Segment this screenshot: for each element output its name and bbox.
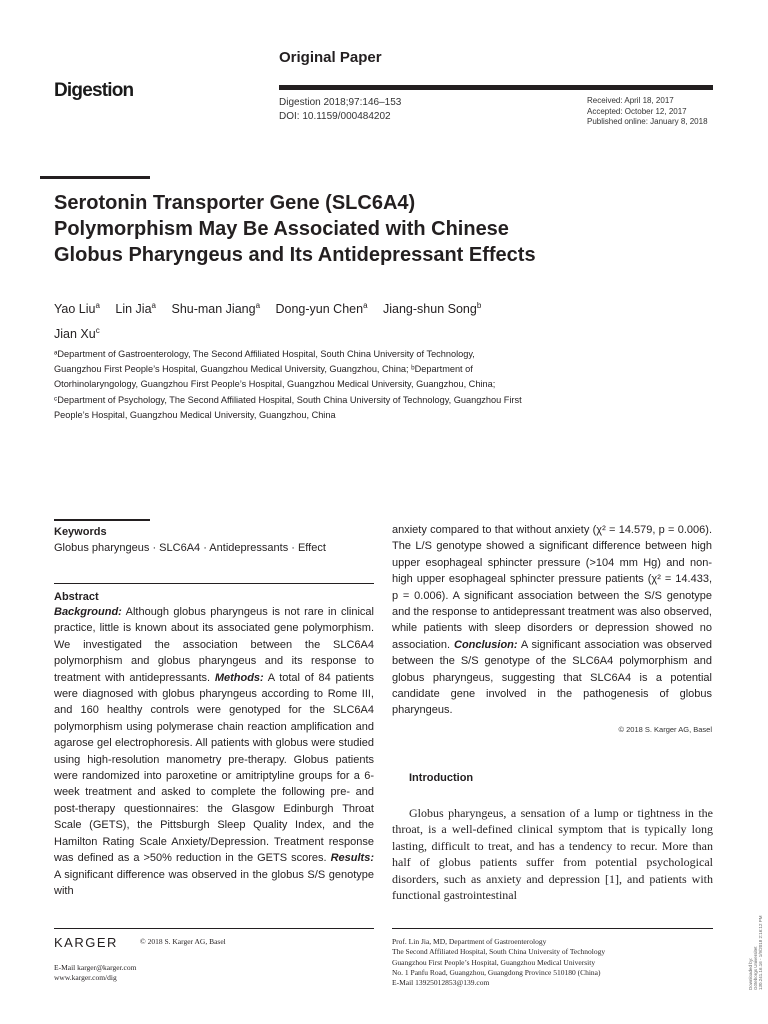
author: Shu-man Jiang$^a$ <box>171 301 261 316</box>
author: Jian Xu$^c$ <box>54 326 100 341</box>
header-rule <box>279 85 713 90</box>
journal-logo: Digestion <box>54 80 134 101</box>
affiliation-line: People’s Hospital, Guangzhou Medical University, Guangzhou, China <box>54 409 336 420</box>
correspondence-email[interactable]: E-Mail 13925012853@139.com <box>392 978 490 988</box>
author: Jiang-shun Song$^b$ <box>383 301 482 316</box>
title-line: Globus Pharyngeus and Its Antidepressant Effects <box>54 244 536 266</box>
correspondence-line: No. 1 Panfu Road, Guangzhou, Guangdong Province 510180 (China) <box>392 967 601 977</box>
publisher-website[interactable]: www.karger.com/dig <box>54 972 117 982</box>
results-text-continued: anxiety compared to that without anxiety (χ² = 14.579, p = 0.006). The L/S genotype showed a significant difference between high upper esophageal sphincter pressure (>104 mm Hg) and non-high upper esophageal sphincter pressure patients (χ² = 14.433, p = 0.006). A significant association between the S/S genotype and the response to antidepressant treatment was also observed, while patients with sleep disorders or depression showed no association. <box>392 524 712 651</box>
results-label: Results: <box>330 852 374 865</box>
doi-link[interactable]: DOI: 10.1159/000484202 <box>279 111 391 122</box>
keywords-text: Globus pharyngeus · SLC6A4 · Antidepressants · Effect <box>54 542 326 554</box>
correspondence-address <box>392 937 605 988</box>
keywords-heading: Keywords <box>54 526 107 538</box>
published-date: Published online: January 8, 2018 <box>587 117 708 126</box>
title-rule <box>40 176 150 179</box>
methods-label: Methods: <box>214 671 264 684</box>
download-watermark: Downloaded by: Göteborgs Universitet 130.241.16.16 - 1/9/2018 2:16:12 PM <box>748 915 763 990</box>
citation-block <box>279 96 401 124</box>
affiliation-line: Guangzhou First People’s Hospital, Guangzhou Medical University, Guangzhou, China; ᵇDepartment of <box>54 364 473 375</box>
publisher-contact <box>54 963 136 982</box>
citation: Digestion 2018;97:146–153 <box>279 97 402 108</box>
correspondence-line: Guangzhou First People’s Hospital, Guangzhou Medical University <box>392 957 596 967</box>
keywords-rule <box>54 519 150 521</box>
abstract-text-right <box>392 522 712 719</box>
received-date: Received: April 18, 2017 <box>587 96 674 105</box>
introduction-text: Globus pharyngeus, a sensation of a lump or tightness in the throat, is a well-defined clinical symptom that is typically long lasting, difficult to treat, and has a tendency to recur. More than half of globus patients suffer from potential psychological disorders, such as anxiety and depression [1], and patients with functional gastrointestinal <box>392 806 713 903</box>
paper-title <box>54 190 694 268</box>
affiliation-line: ᶜDepartment of Psychology, The Second Affiliated Hospital, South China University of Technology, Guangzhou First <box>54 394 522 405</box>
paper-type: Original Paper <box>279 49 382 66</box>
title-line: Polymorphism May Be Associated with Chinese <box>54 218 509 240</box>
abstract-copyright: © 2018 S. Karger AG, Basel <box>618 725 712 734</box>
methods-text: A total of 84 patients were diagnosed with globus pharyngeus according to Rome III, and 160 healthy controls were genotyped for the SLC6A4 polymorphism using polymerase chain reaction amplification and agarose gel electrophoresis. All patients with globus were studied using high-resolution manometry pre-therapy. Globus patients were randomized into paroxetine or amitriptyline groups for a 6-week treatment and asked to complete the following pre- and post-therapy questionnaires: the Glasgow Edinburgh Throat Scale (GETS), the Pittsburgh Sleep Quality Index, and the Hamilton Rating Scale Anxiety/Depression. Treatment response was defined as a >50% reduction in the GETS scores. <box>54 671 374 865</box>
affiliation-line: Otorhinolaryngology, Guangzhou First People’s Hospital, Guangzhou Medical University, Guangzhou, China; <box>54 379 496 390</box>
correspondence-name: Prof. Lin Jia, MD, Department of Gastroenterology <box>392 937 547 946</box>
publisher-email[interactable]: E-Mail karger@karger.com <box>54 963 137 972</box>
footer-copyright: © 2018 S. Karger AG, Basel <box>140 937 226 946</box>
abstract-text-left <box>54 604 374 899</box>
conclusion-label: Conclusion: <box>454 638 518 651</box>
correspondence-line: The Second Affiliated Hospital, South China University of Technology <box>392 947 606 957</box>
author: Lin Jia$^a$ <box>115 301 156 316</box>
conclusion-text: A significant association was observed between the S/S genotype of the SLC6A4 polymorphism and globus pharyngeus, suggesting that SLC6A4 is a potential candidate gene involved in the pathogenesis of globus pharyngeus. <box>392 638 712 717</box>
abstract-heading: Abstract <box>54 591 99 603</box>
abstract-rule <box>54 583 374 584</box>
affiliation-line: ᵃDepartment of Gastroenterology, The Second Affiliated Hospital, South China University of Technology, <box>54 349 475 359</box>
author: Yao Liu$^a$ <box>54 301 100 316</box>
author-list <box>54 295 614 345</box>
title-line: Serotonin Transporter Gene (SLC6A4) <box>54 192 416 214</box>
publication-dates <box>587 96 708 128</box>
author: Dong-yun Chen$^a$ <box>275 301 368 316</box>
background-text: Although globus pharyngeus is not rare in clinical practice, little is known about its associated gene polymorphism. We investigated the association between the SLC6A4 polymorphism and globus pharyngeus and its response to treatment with antidepressants. <box>54 606 374 684</box>
results-text: A significant difference was observed in the globus S/S genotype with <box>54 868 374 897</box>
footer-rule <box>392 928 713 929</box>
affiliations <box>54 347 614 423</box>
publisher-logo: KARGER <box>54 935 118 950</box>
footer-rule <box>54 928 374 929</box>
introduction-heading: Introduction <box>409 772 474 784</box>
background-label: Background: <box>54 606 122 618</box>
accepted-date: Accepted: October 12, 2017 <box>587 106 687 116</box>
